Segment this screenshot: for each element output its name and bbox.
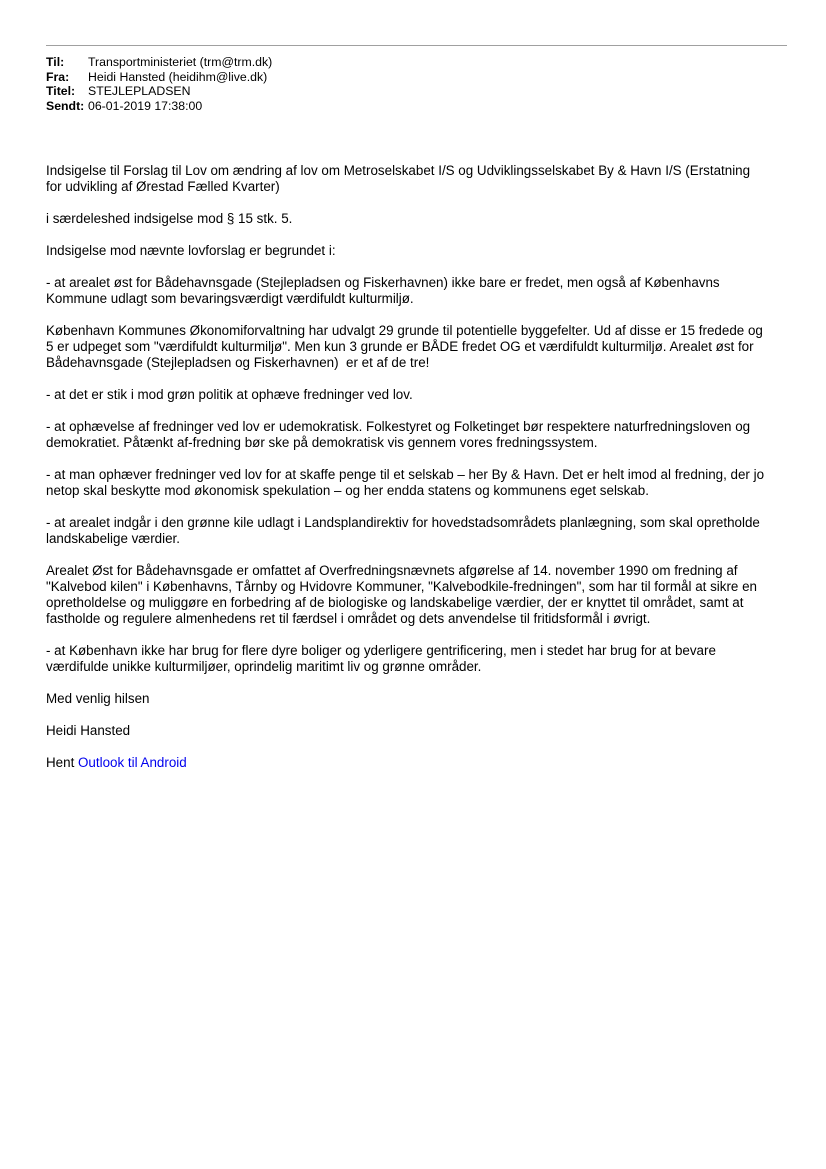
- signature-prefix: Hent: [46, 754, 79, 770]
- body-paragraph-point-5: - at arealet indgår i den grønne kile udlagt i Landsplandirektiv for hovedstadsområdets planlægning, som skal opretholde landskabelige værdier.: [46, 514, 760, 546]
- body-paragraph-intro: Indsigelse til Forslag til Lov om ændring af lov om Metroselskabet I/S og Udviklingsselskabet By & Havn I/S (Erstatning for udvikling af Ørestad Fælled Kvarter): [46, 163, 751, 195]
- body-paragraph-point-3: - at ophævelse af fredninger ved lov er udemokratisk. Folkestyret og Folketinget bør respektere naturfredningsloven og demokratiet. Påtænkt af-fredning bør ske på demokratisk vis gennem vores fredningssystem.: [46, 418, 751, 450]
- email-body: [46, 163, 788, 786]
- sender-name: Heidi Hansted: [46, 722, 131, 738]
- from-row: [46, 70, 272, 85]
- to-row: [46, 55, 272, 70]
- from-label: Fra:: [46, 69, 70, 84]
- body-paragraph-point-6: - at København ikke har brug for flere dyre boliger og yderligere gentrificering, men i stedet har brug for at bevare værdifulde unikke kulturmiljøer, oprindelig maritimt liv og grønne områder.: [46, 643, 716, 675]
- to-label: Til:: [46, 55, 65, 69]
- body-paragraph-point-2: - at det er stik i mod grøn politik at ophæve fredninger ved lov.: [46, 386, 413, 402]
- email-header: [46, 55, 272, 113]
- body-paragraph-point-4: - at man ophæver fredninger ved lov for at skaffe penge til et selskab – her By & Havn. Det er helt imod al fredning, der jo netop skal beskytte mod økonomisk spekulation – og her endda statens og kommunens eget selskab.: [46, 466, 765, 498]
- outlook-android-link[interactable]: Outlook til Android: [78, 754, 187, 770]
- subject-value: STEJLEPLADSEN: [88, 84, 191, 99]
- subject-row: [46, 84, 272, 99]
- body-paragraph-kalvebod: Arealet Øst for Bådehavnsgade er omfattet af Overfredningsnævnets afgørelse af 14. november 1990 om fredning af "Kalvebod kilen" i Københavns, Tårnby og Hvidovre Kommuner, "Kalvebodkile-fredningen", som har til formål at sikre en opretholdelse og muliggøre en forbedring af de biologiske og landskabelige værdier, der er knyttet til området, samt at fastholde og regulere almenhedens ret til færdsel i området og dets anvendelse til fritidsformål i øvrigt.: [46, 562, 757, 627]
- sent-row: [46, 99, 272, 114]
- sent-label: Sendt:: [46, 98, 85, 113]
- body-paragraph-section: i særdeleshed indsigelse mod § 15 stk. 5.: [46, 211, 293, 226]
- from-value: Heidi Hansted (heidihm@live.dk): [88, 69, 268, 84]
- closing-greeting: Med venlig hilsen: [46, 691, 150, 706]
- signature-line: [46, 755, 788, 771]
- body-paragraph-point-1: - at arealet øst for Bådehavnsgade (Stejlepladsen og Fiskerhavnen) ikke bare er fredet, men også af Københavns Kommune udlagt som bevaringsværdigt værdifuldt kulturmiljø.: [46, 274, 720, 306]
- body-paragraph-plots: København Kommunes Økonomiforvaltning har udvalgt 29 grunde til potentielle byggefelter. Ud af disse er 15 fredede og 5 er udpeget som "værdifuldt kulturmiljø". Men kun 3 grunde er BÅDE fredet OG et værdifuldt kulturmiljø. Arealet øst for Bådehavnsgade (Stejlepladsen og Fiskerhavnen) er et af de tre!: [46, 322, 763, 370]
- to-value: Transportministeriet (trm@trm.dk): [88, 55, 273, 69]
- body-paragraph-grounds: Indsigelse mod nævnte lovforslag er begrundet i:: [46, 242, 336, 258]
- header-divider: [46, 45, 787, 46]
- subject-label: Titel:: [46, 84, 76, 99]
- sent-value: 06-01-2019 17:38:00: [88, 98, 203, 113]
